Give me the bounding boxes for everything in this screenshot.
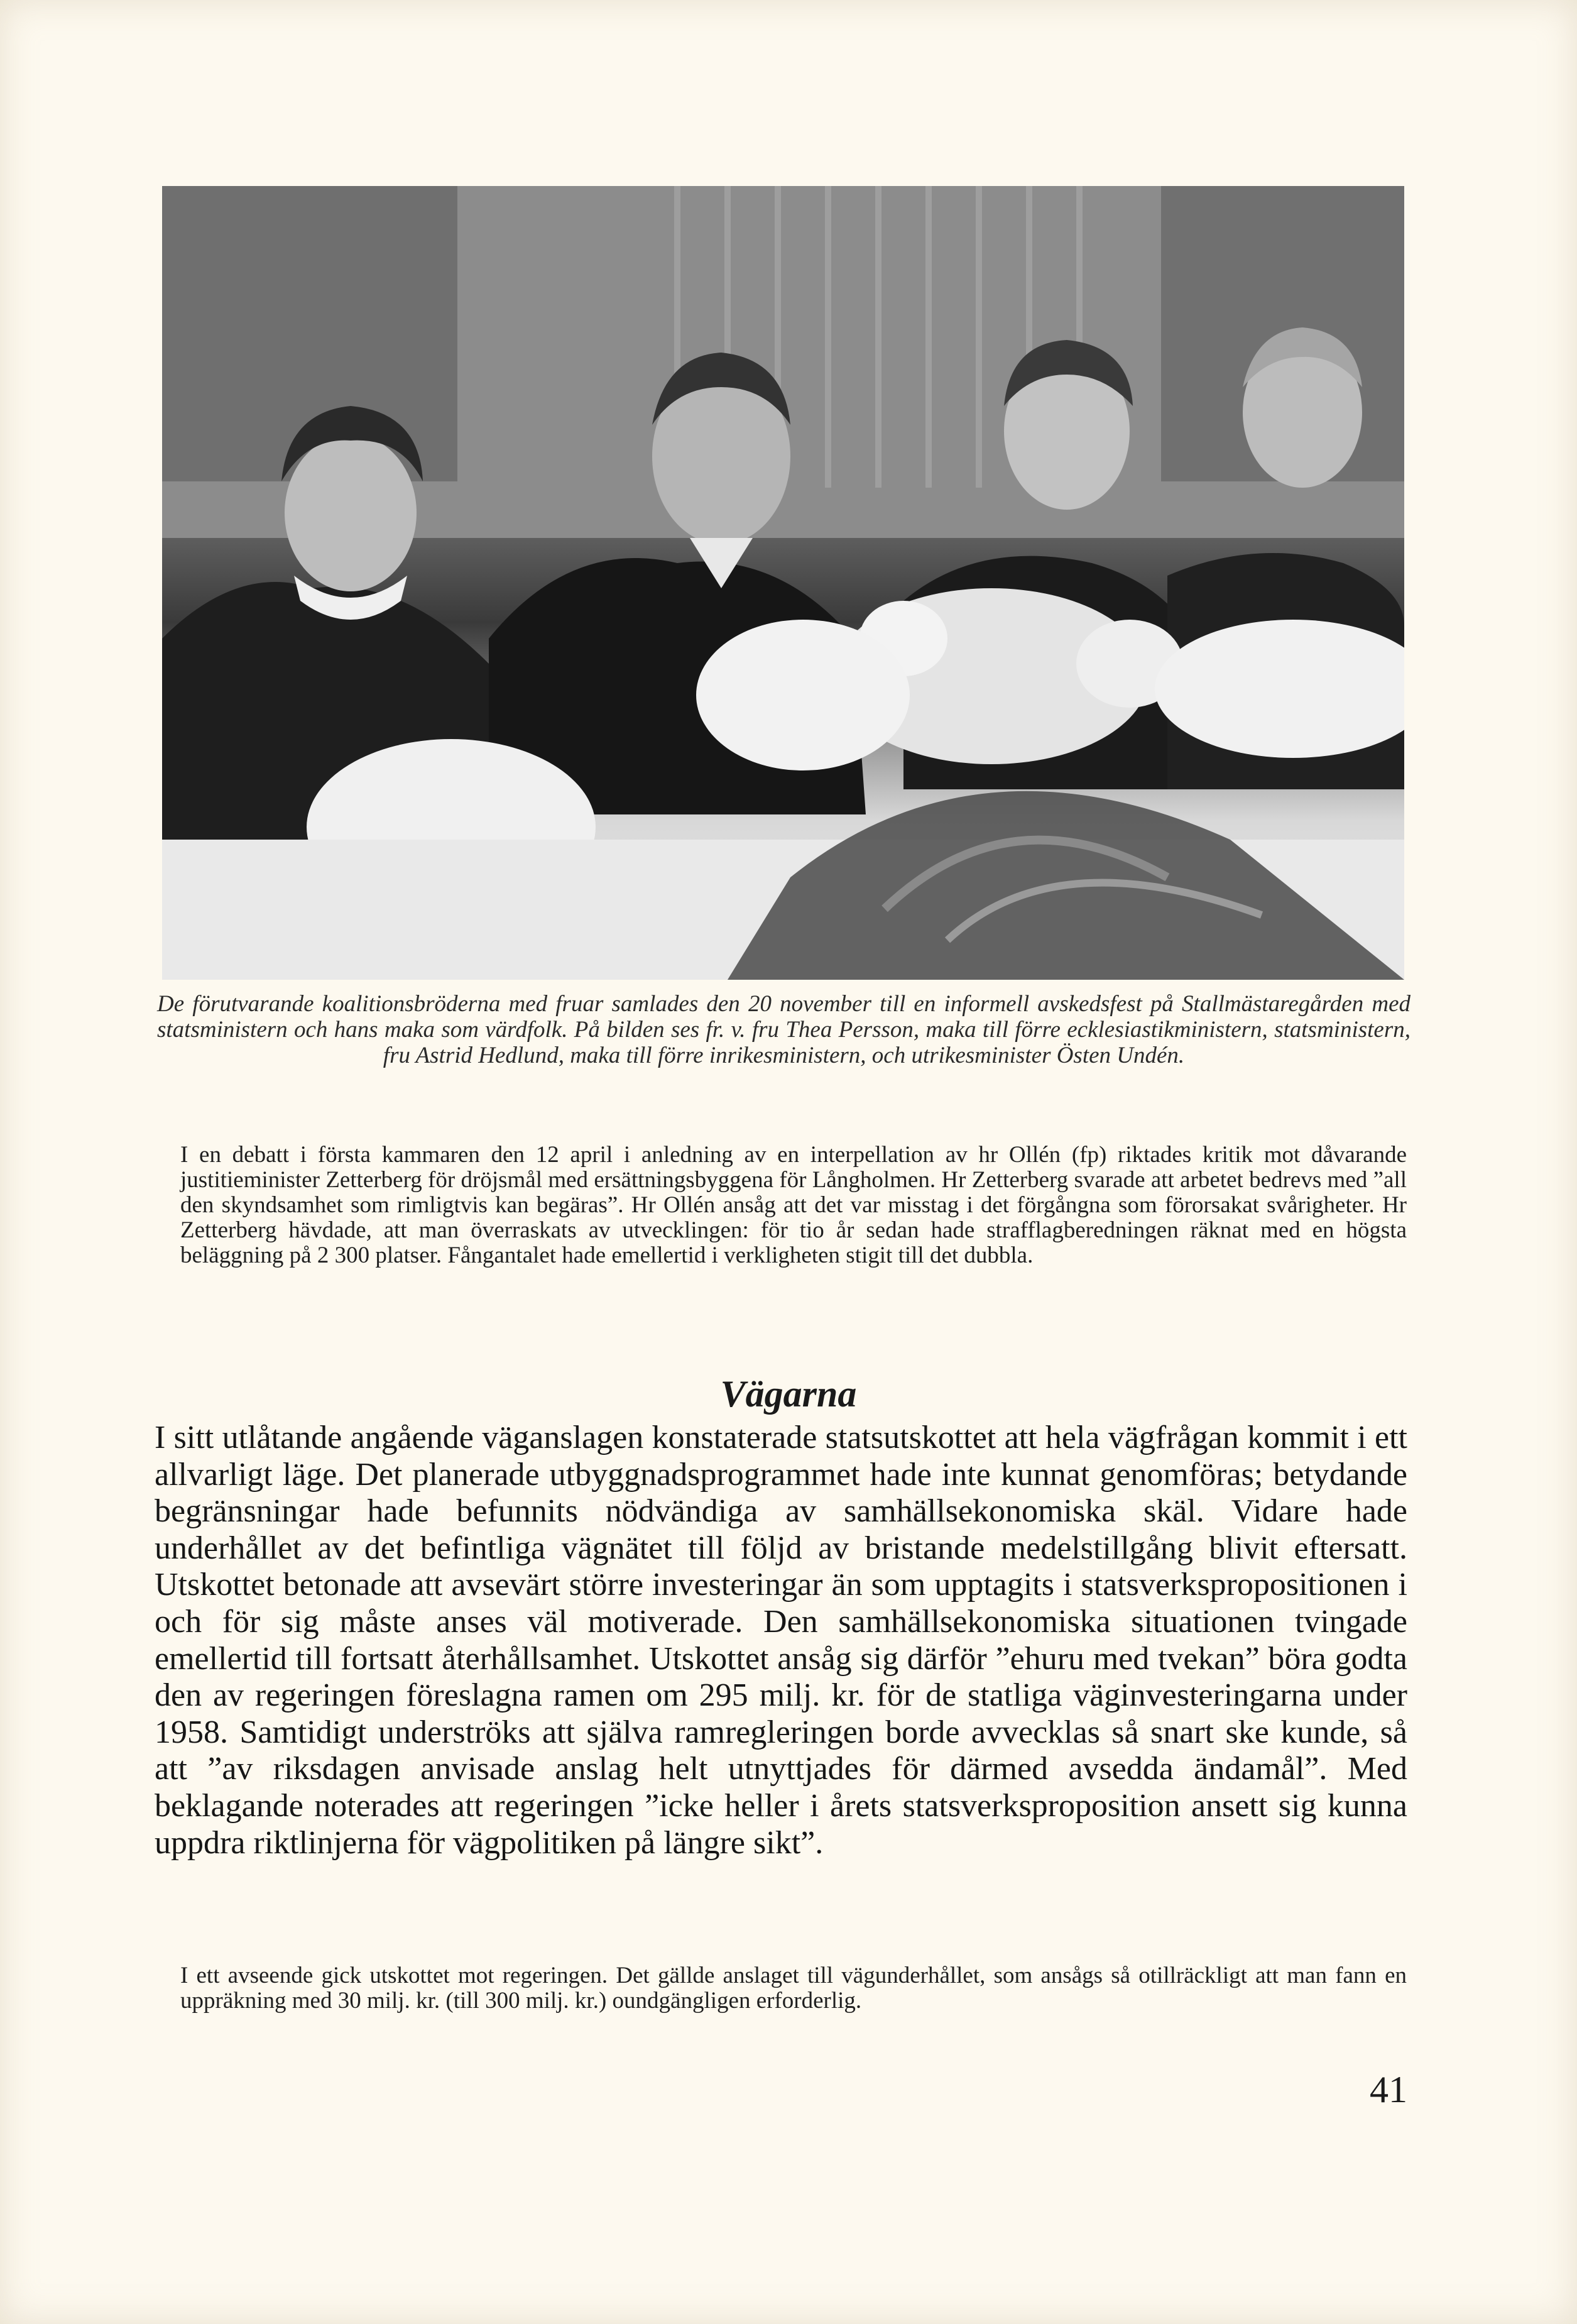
page-number: 41 [1370,2069,1407,2110]
paragraph-debate: I en debatt i första kammaren den 12 april i anledning av en interpellation av hr Ollén (fp) riktades kritik mot dåvarande justitieminister Zetterberg för dröjsmål med ersättningsbyggena för Långholmen. Hr Zetterberg svarade att arbetet bedrevs med ”all den skyndsamhet som rimligtvis kan begäras”. Hr Ollén ansåg att det var misstag i det förgångna som förorsakat svårigheter. Hr Zetterberg hävdade, att man överraskats av utvecklingen: för tio år sedan hade strafflagberedningen räknat med en högsta beläggning på 2 300 platser. Fångantalet hade emellertid i verkligheten stigit till det dubbla. [180,1142,1407,1268]
photo-caption: De förutvarande koalitionsbröderna med fruar samlades den 20 november till en informell avskedsfest på Stallmästaregården med statsministern och hans maka som värdfolk. På bilden ses fr. v. fru Thea Persson, maka till förre ecklesiastikministern, statsministern, fru Astrid Hedlund, maka till förre inrikesministern, och utrikesminister Östen Undén. [157,991,1411,1068]
group-photograph [162,186,1404,980]
paragraph-main: I sitt utlåtande angående väganslagen konstaterade statsutskottet att hela vägfrågan kommit i ett allvarligt läge. Det planerade utbyggnadsprogrammet hade inte kunnat genomföras; betydande begränsningar hade befunnits nödvändiga av samhällsekonomiska skäl. Vidare hade underhållet av det befintliga vägnätet till följd av bristande medelstillgång blivit eftersatt. Utskottet betonade att avsevärt större investeringar än som upptagits i statsverkspropositionen i och för sig måste anses väl motiverade. Den samhällsekonomiska situationen tvingade emellertid till fortsatt återhållsamhet. Utskottet ansåg sig därför ”ehuru med tvekan” böra godta den av regeringen föreslagna ramen om 295 milj. kr. för de statliga väginvesteringarna under 1958. Samtidigt underströks att själva ramregleringen borde avvecklas så snart ske kunde, så att ”av riksdagen anvisade anslag helt utnyttjades för därmed avsedda ändamål”. Med beklagande noterades att regeringen ”icke heller i årets statsverksproposition ansett sig kunna uppdra riktlinjerna för vägpolitiken på längre sikt”. [155,1420,1407,1861]
paragraph-note: I ett avseende gick utskottet mot regeringen. Det gällde anslaget till vägunderhållet, som ansågs så otillräckligt att man fann en uppräkning med 30 milj. kr. (till 300 milj. kr.) oundgängligen erforderlig. [180,1963,1407,2014]
section-heading: Vägarna [720,1373,857,1415]
photograph-icon [162,186,1404,980]
